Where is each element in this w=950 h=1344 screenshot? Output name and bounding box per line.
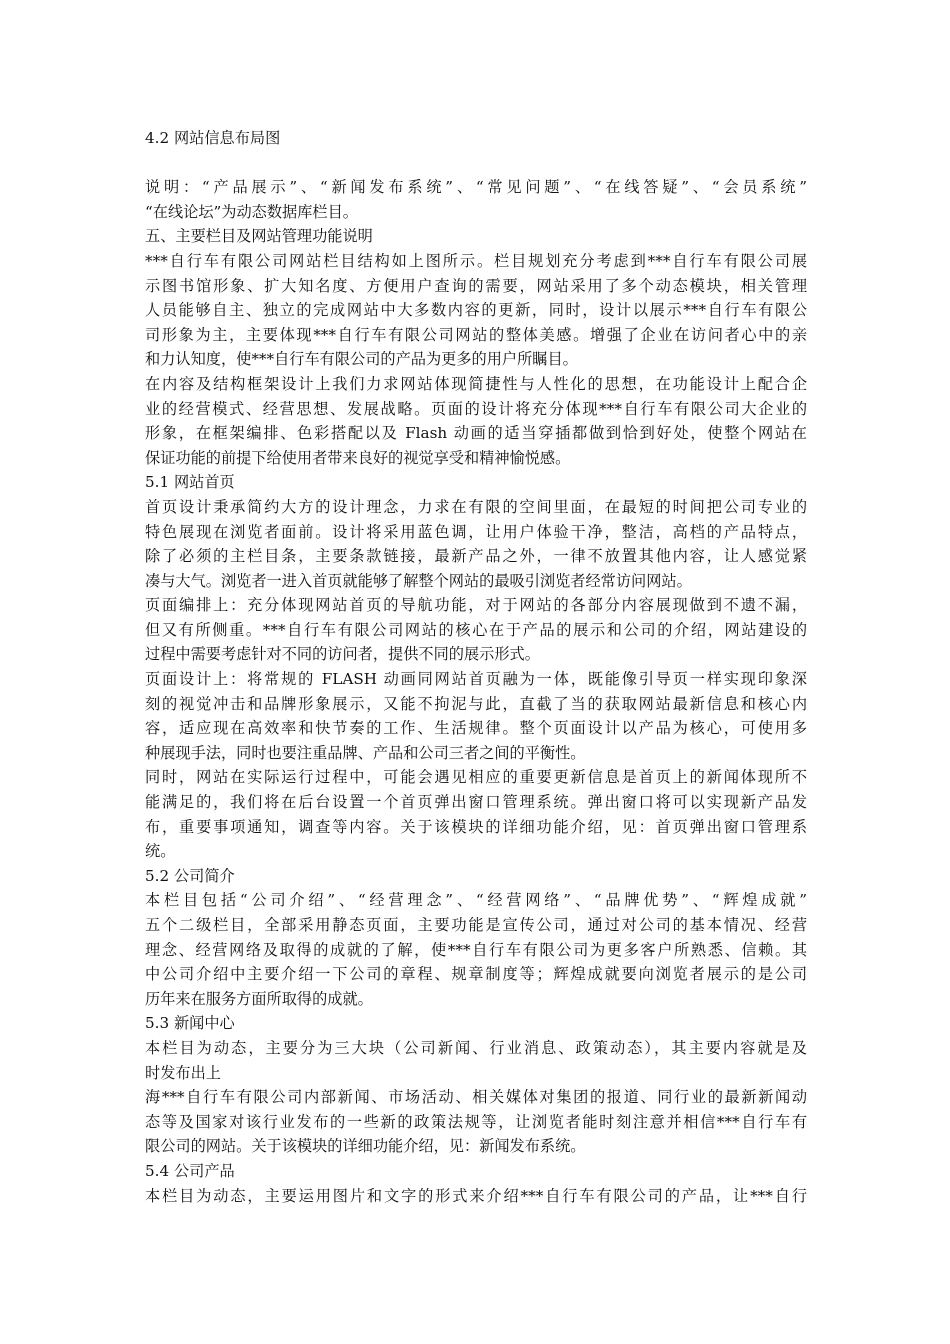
- text-line: 种展现手法，同时也要注重品牌、产品和公司三者之间的平衡性。: [145, 743, 586, 762]
- intro-paragraph-2: [145, 372, 807, 470]
- text-line: 容，适应现在高效率和快节奏的工作、生活规律。整个页面设计以产品为核心，可使用多: [145, 719, 807, 738]
- note-paragraph: [145, 175, 807, 224]
- text-line: 但又有所侧重。***自行车有限公司网站的核心在于产品的展示和公司的介绍，网站建设的: [145, 620, 807, 639]
- text-line: 时发布出上: [145, 1063, 221, 1082]
- text-line: 形象，在框架编排、色彩搭配以及 Flash 动画的适当穿插都做到恰到好处，使整个网站在: [145, 424, 807, 443]
- text-line: 司形象为主，主要体现***自行车有限公司网站的整体美感。增强了企业在访问者心中的亲: [145, 325, 807, 344]
- figure-heading: 4.2 网站信息布局图: [145, 129, 281, 147]
- s53-paragraph-1: [145, 1036, 807, 1085]
- text-line: 过程中需要考虑针对不同的访问者，提供不同的展示形式。: [145, 645, 540, 664]
- text-line: 业的经营模式、经营思想、发展战略。页面的设计将充分体现***自行车有限公司大企业的: [145, 399, 807, 418]
- s51-paragraph-4: [145, 765, 807, 863]
- section-5-4-heading: 5.4 公司产品: [145, 1161, 235, 1180]
- text-line: 本栏目为动态，主要分为三大块（公司新闻、行业消息、政策动态），其主要内容就是及: [145, 1038, 807, 1057]
- text-line: 海***自行车有限公司内部新闻、市场活动、相关媒体对集团的报道、同行业的最新新闻动: [145, 1088, 807, 1107]
- text-line: 历年来在服务方面所取得的成就。: [145, 989, 373, 1008]
- s51-paragraph-3: [145, 667, 807, 765]
- text-line: 本栏目包括“公司介绍”、“经营理念”、“经营网络”、“品牌优势”、“辉煌成就”: [145, 891, 807, 910]
- s51-paragraph-2: [145, 593, 807, 667]
- text-line: 刻的视觉冲击和品牌形象展示，又能不拘泥与此，直截了当的获取网站最新信息和核心内: [145, 694, 807, 713]
- text-line: 统。: [145, 842, 176, 861]
- text-line: 人员能够自主、独立的完成网站中大多数内容的更新，同时，设计以展示***自行车有限公: [145, 301, 807, 320]
- text-line: 中公司介绍中主要介绍一下公司的章程、规章制度等；辉煌成就要向浏览者展示的是公司: [145, 965, 807, 984]
- text-line: 五个二级栏目，全部采用静态页面，主要功能是宣传公司，通过对公司的基本情况、经营: [145, 916, 807, 934]
- text-line: 能满足的，我们将在后台设置一个首页弹出窗口管理系统。弹出窗口将可以实现新产品发: [145, 793, 807, 812]
- text-line: 理念、经营网络及取得的成就的了解，使***自行车有限公司为更多客户所熟悉、信赖。其: [145, 940, 807, 959]
- text-line: 除了必须的主栏目条，主要条款链接，最新产品之外，一律不放置其他内容，让人感觉紧: [145, 547, 807, 566]
- section-5-2-heading: 5.2 公司简介: [145, 866, 235, 885]
- s53-paragraph-2: [145, 1085, 807, 1159]
- text-line: 首页设计秉承简约大方的设计理念，力求在有限的空间里面，在最短的时间把公司专业的: [145, 497, 807, 516]
- text-line: 页面设计上：将常规的 FLASH 动画同网站首页融为一体，既能像引导页一样实现印象深: [145, 670, 807, 689]
- text-line: 保证功能的前提下给使用者带来良好的视觉享受和精神愉悦感。: [145, 448, 571, 467]
- section5-heading: 五、主要栏目及网站管理功能说明: [145, 227, 373, 246]
- s54-paragraph-1: [145, 1184, 807, 1209]
- text-line: 同时，网站在实际运行过程中，可能会遇见相应的重要更新信息是首页上的新闻体现所不: [145, 768, 807, 787]
- text-line: 和力认知度，使***自行车有限公司的产品为更多的用户所瞩目。: [145, 350, 578, 369]
- text-line: 本栏目为动态，主要运用图片和文字的形式来介绍***自行车有限公司的产品，让***自行: [145, 1186, 807, 1205]
- text-line: ***自行车有限公司网站栏目结构如上图所示。栏目规划充分考虑到***自行车有限公司展: [145, 251, 807, 270]
- section-5-3-heading: 5.3 新闻中心: [145, 1014, 235, 1033]
- section-5-1-heading: 5.1 网站首页: [145, 473, 235, 492]
- text-line: 限公司的网站。关于该模块的详细功能介绍，见：新闻发布系统。: [145, 1137, 586, 1156]
- text-line: 页面编排上：充分体现网站首页的导航功能，对于网站的各部分内容展现做到不遗不漏，: [145, 596, 807, 615]
- text-line: 示图书馆形象、扩大知名度、方便用户查询的需要，网站采用了多个动态模块，相关管理: [145, 276, 807, 295]
- text-line: 布，重要事项通知，调查等内容。关于该模块的详细功能介绍，见：首页弹出窗口管理系: [145, 817, 807, 836]
- text-line: “在线论坛”为动态数据库栏目。: [145, 202, 358, 221]
- s51-paragraph-1: [145, 495, 807, 593]
- s52-paragraph-1: [145, 888, 807, 1011]
- text-line: 凑与大气。浏览者一进入首页就能够了解整个网站的最吸引浏览者经常访问网站。: [145, 571, 692, 590]
- text-line: 特色展现在浏览者面前。设计将采用蓝色调，让用户体验干净，整洁，高档的产品特点，: [145, 522, 807, 541]
- text-line: 在内容及结构框架设计上我们力求网站体现简捷性与人性化的思想，在功能设计上配合企: [145, 374, 807, 393]
- intro-paragraph-1: [145, 249, 807, 372]
- blank-line: [145, 151, 807, 176]
- text-line: 说明：“产品展示”、“新闻发布系统”、“常见问题”、“在线答疑”、“会员系统”: [145, 178, 807, 197]
- document-page: [145, 126, 807, 1208]
- text-line: 态等及国家对该行业发布的一些新的政策法规等，让浏览者能时刻注意并相信***自行车有: [145, 1112, 807, 1131]
